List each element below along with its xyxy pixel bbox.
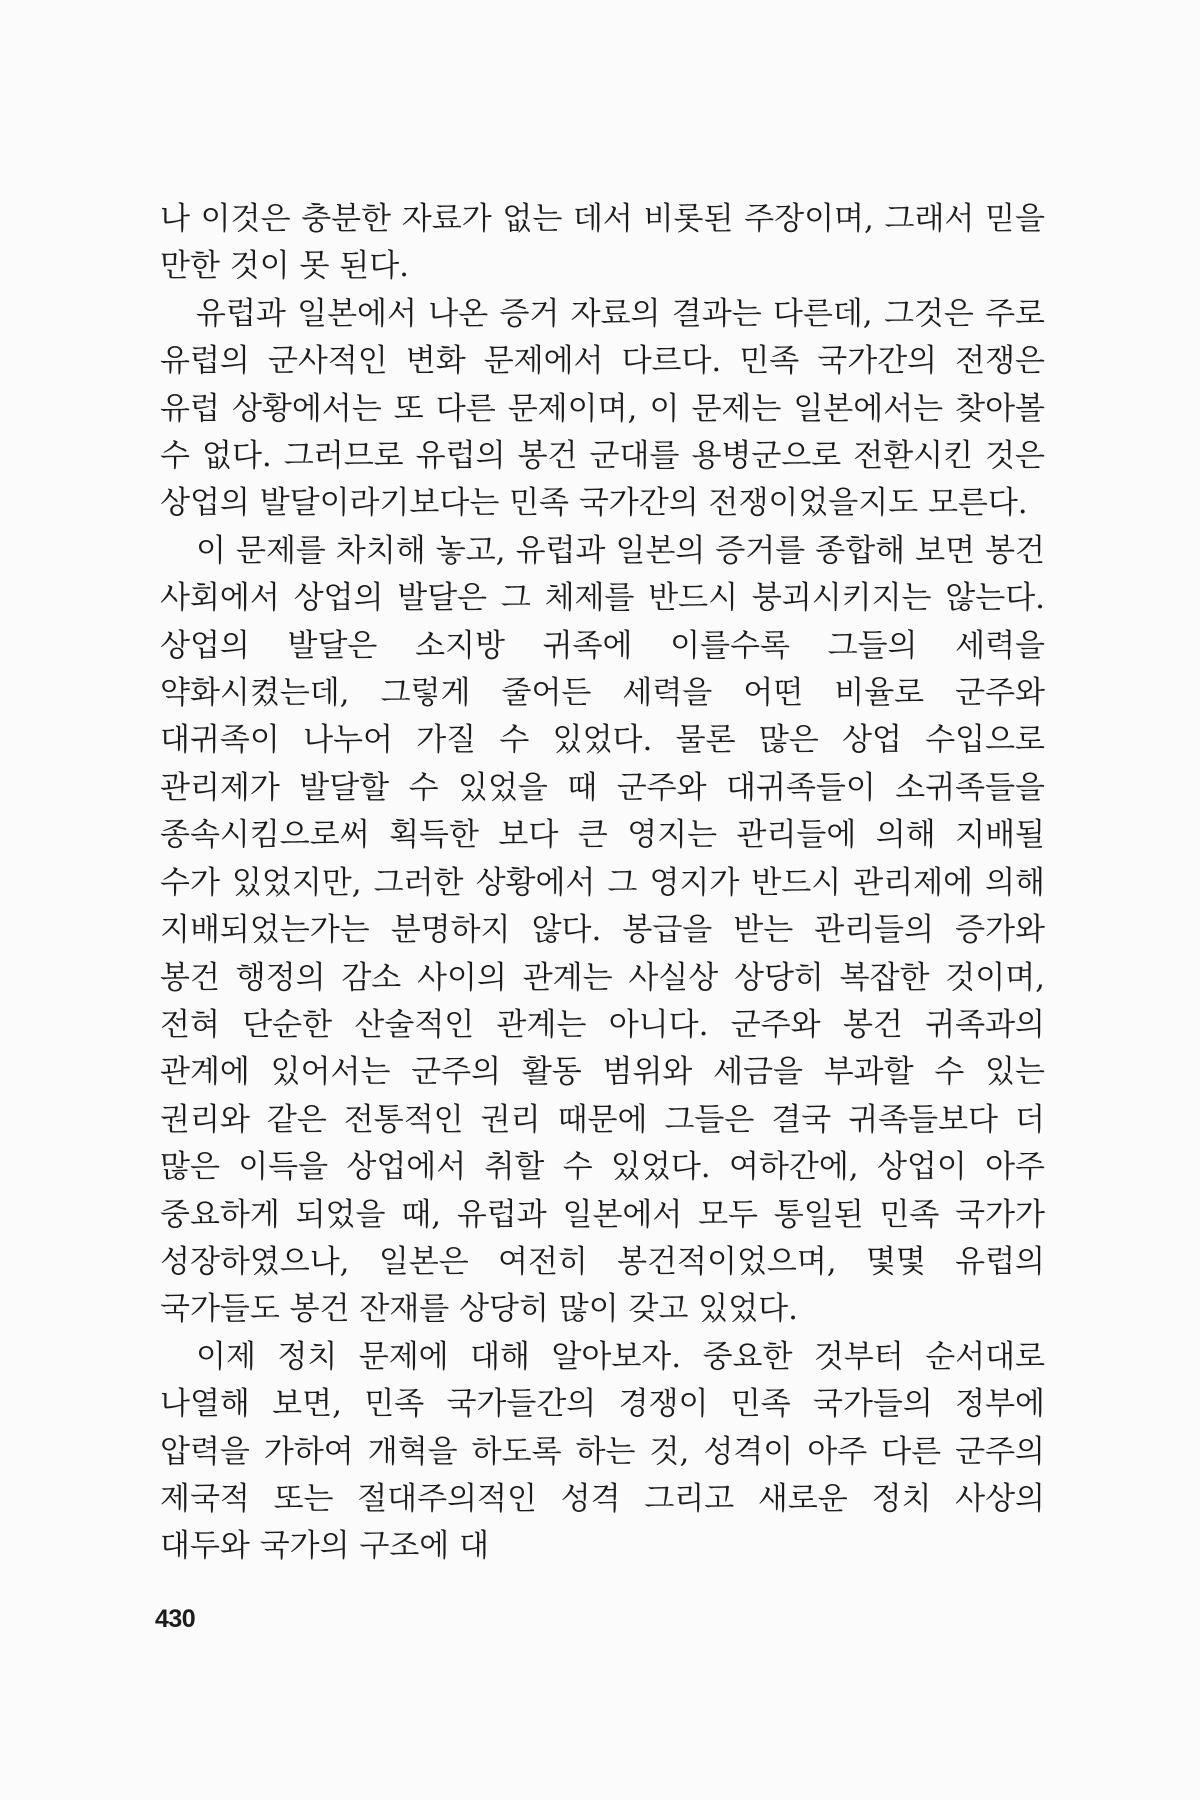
page-number: 430 xyxy=(155,1605,196,1633)
body-text xyxy=(160,196,1045,1571)
paragraph-continuation: 나 이것은 충분한 자료가 없는 데서 비롯된 주장이며, 그래서 믿을 만한 것이 못 된다. xyxy=(160,201,1045,285)
paragraph-military-change: 유럽과 일본에서 나온 증거 자료의 결과는 다른데, 그것은 주로 유럽의 군사적인 변화 문제에서 다르다. 민족 국가간의 전쟁은 유럽 상황에서는 또 다른 문제이며, 이 문제는 일본에서는 찾아볼 수 없다. 그러므로 유럽의 봉건 군대를 용병군으로 전환시킨 것은 상업의 발달이라기보다는 민족 국가간의 전쟁이었을지도 모른다. xyxy=(160,295,1045,522)
paragraph-commerce-feudalism: 이 문제를 차치해 놓고, 유럽과 일본의 증거를 종합해 보면 봉건 사회에서 상업의 발달은 그 체제를 반드시 붕괴시키지는 않는다. 상업의 발달은 소지방 귀족에 이를수록 그들의 세력을 약화시켰는데, 그렇게 줄어든 세력을 어떤 비율로 군주와 대귀족이 나누어 가질 수 있었다. 물론 많은 상업 수입으로 관리제가 발달할 수 있었을 때 군주와 대귀족들이 소귀족들을 종속시킴으로써 획득한 보다 큰 영지는 관리들에 의해 지배될 수가 있었지만, 그러한 상황에서 그 영지가 반드시 관리제에 의해 지배되었는가는 분명하지 않다. 봉급을 받는 관리들의 증가와 봉건 행정의 감소 사이의 관계는 사실상 상당히 복잡한 것이며, 전혀 단순한 산술적인 관계는 아니다. 군주와 봉건 귀족과의 관계에 있어서는 군주의 활동 범위와 세금을 부과할 수 있는 권리와 같은 전통적인 권리 때문에 그들은 결국 귀족들보다 더 많은 이득을 상업에서 취할 수 있었다. 여하간에, 상업이 아주 중요하게 되었을 때, 유럽과 일본에서 모두 통일된 민족 국가가 성장하였으나, 일본은 여전히 봉건적이었으며, 몇몇 유럽의 국가들도 봉건 잔재를 상당히 많이 갖고 있었다. xyxy=(160,532,1045,1328)
paragraph-political-issues: 이제 정치 문제에 대해 알아보자. 중요한 것부터 순서대로 나열해 보면, 민족 국가들간의 경쟁이 민족 국가들의 정부에 압력을 가하여 개혁을 하도록 하는 것, 성격이 아주 다른 군주의 제국적 또는 절대주의적인 성격 그리고 새로운 정치 사상의 대두와 국가의 구조에 대 xyxy=(160,1338,1045,1565)
